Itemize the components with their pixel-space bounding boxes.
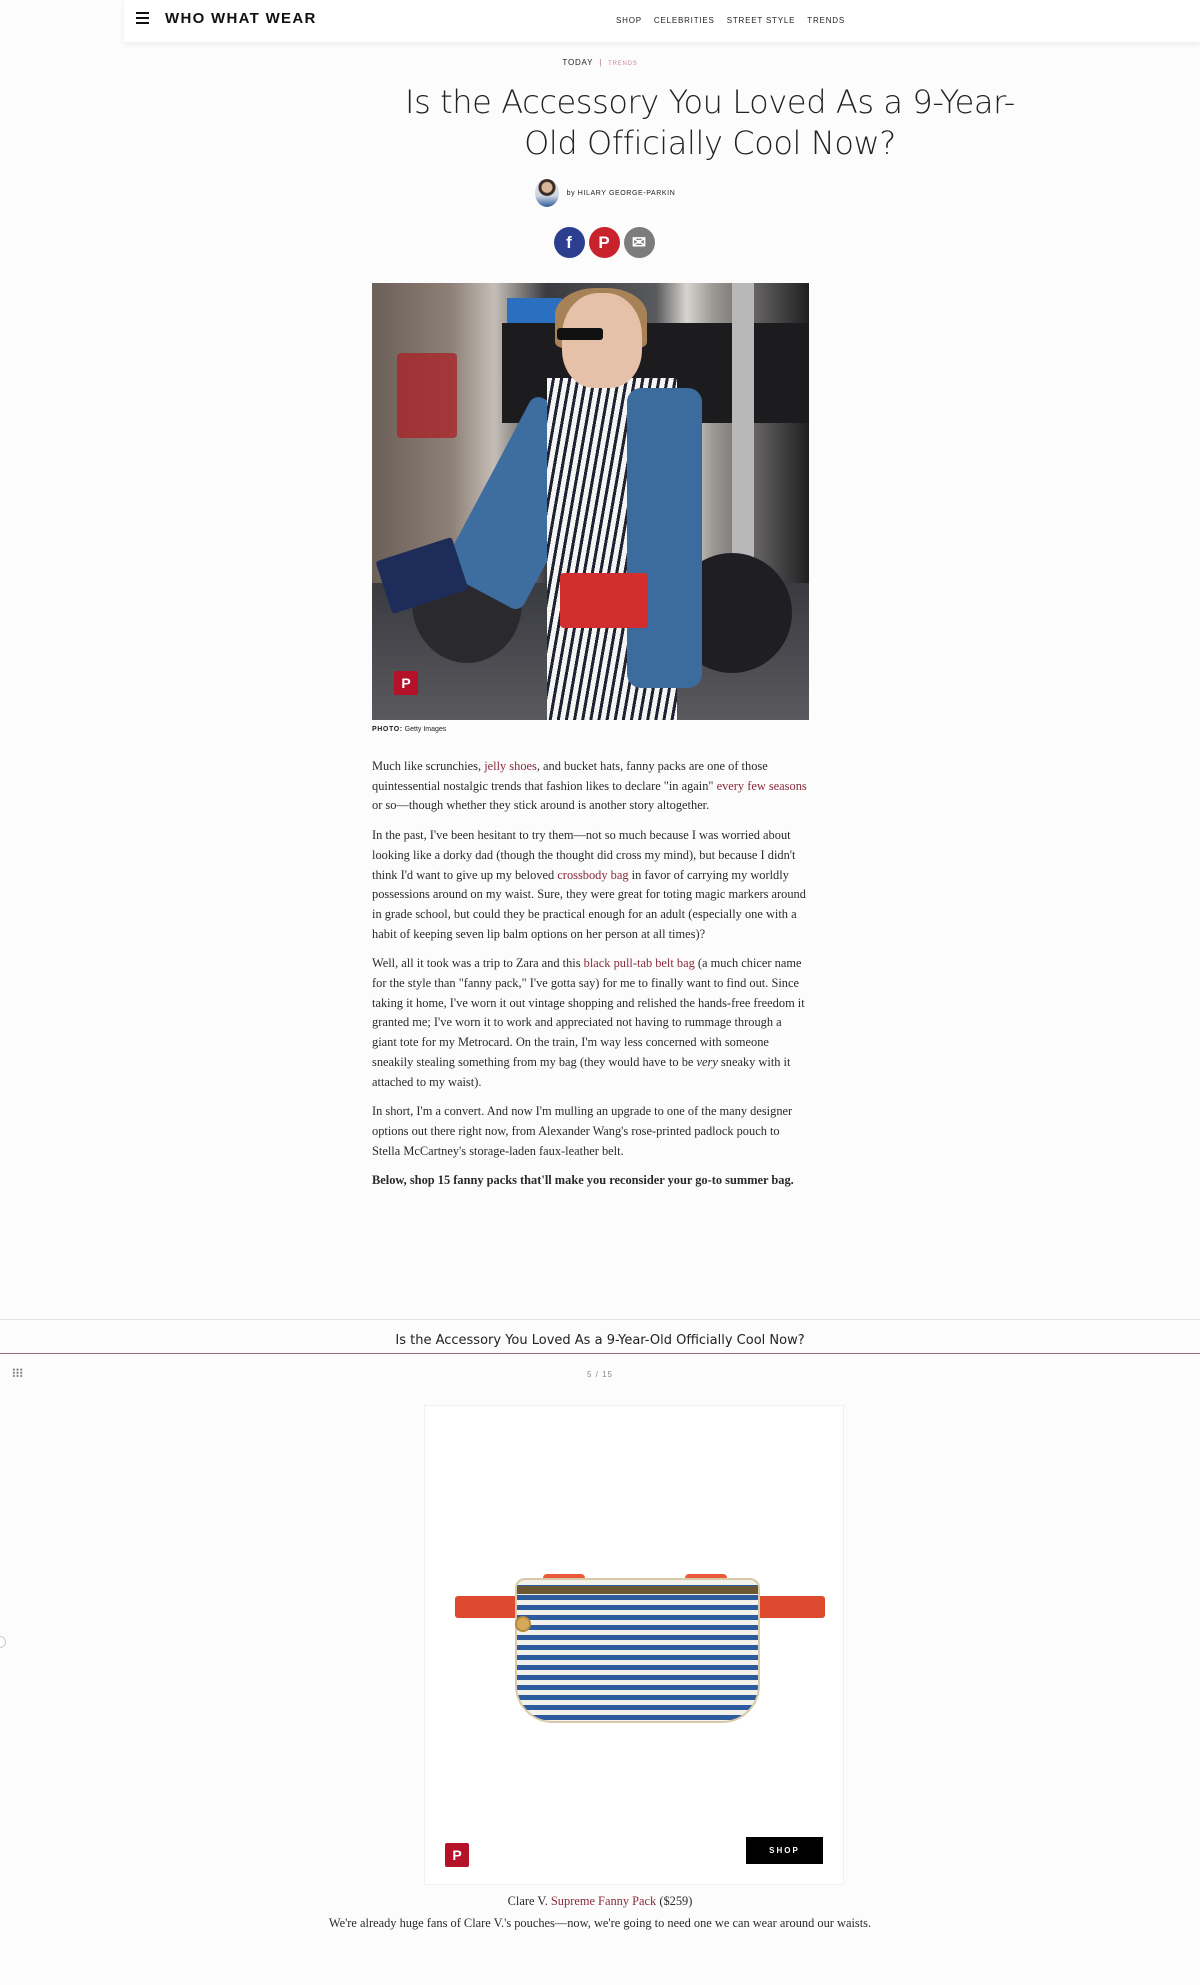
product-brand: Clare V. — [507, 1894, 551, 1908]
section-divider — [0, 1319, 1200, 1320]
link-crossbody-bag[interactable]: crossbody bag — [557, 867, 629, 882]
link-belt-bag[interactable]: black pull-tab belt bag — [583, 956, 695, 971]
author-name[interactable]: HILARY GEORGE-PARKIN — [577, 189, 676, 197]
shop-button[interactable]: SHOP — [746, 1837, 823, 1864]
nav-link-trends[interactable]: TRENDS — [807, 16, 845, 25]
paragraph-1: Much like scrunchies, jelly shoes, and bucket hats, fanny packs are one of those quintessential nostalgic trends that fashion likes to declare "in again" every few seasons or so—though whether they stick around is another story altogether. — [372, 759, 807, 813]
nav-links — [616, 16, 845, 25]
hero-image — [372, 283, 809, 720]
kicker-category[interactable]: TRENDS — [608, 61, 638, 67]
product-price: ($259) — [656, 1894, 693, 1908]
byline — [0, 179, 1200, 207]
product-pin-button[interactable]: P — [445, 1843, 469, 1867]
link-every-few-seasons[interactable]: every few seasons — [716, 778, 807, 793]
article-kicker — [0, 58, 1200, 67]
kicker-separator: | — [599, 58, 603, 67]
menu-icon[interactable] — [136, 12, 149, 25]
facebook-icon[interactable]: f — [554, 227, 585, 258]
photo-credit — [372, 726, 446, 733]
email-icon[interactable]: ✉ — [624, 227, 655, 258]
product-link[interactable]: Supreme Fanny Pack — [550, 1894, 657, 1908]
product-caption — [0, 1894, 1200, 1909]
photo-source: Getty Images — [404, 726, 447, 733]
paragraph-3: Well, all it took was a trip to Zara and this black pull-tab belt bag (a much chicer name for the style than "fanny pack," I've gotta say) for me to finally want to find out. Since taking it home, I've worn it out vintage shopping and relished the hands-free freedom it granted me; I've worn it to work and appreciated not having to rummage through a giant tote for my Metrocard. On the train, I'm way less concerned with someone sneakily stealing something from my bag (they would have to be very sneaky with it attached to my waist). — [372, 956, 805, 1089]
prev-arrow-icon[interactable] — [0, 1636, 6, 1648]
article-title: Is the Accessory You Loved As a 9-Year-Old Officially Cool Now? — [405, 83, 1015, 162]
article-body — [372, 757, 809, 1201]
nav-link-street-style[interactable]: STREET STYLE — [726, 16, 796, 25]
kicker-date: TODAY — [562, 58, 594, 67]
slideshow-rule — [0, 1353, 1200, 1354]
paragraph-5: Below, shop 15 fanny packs that'll make you reconsider your go-to summer bag. — [372, 1173, 794, 1188]
product-card — [424, 1405, 844, 1885]
paragraph-4: In short, I'm a convert. And now I'm mulling an upgrade to one of the many designer options out there right now, from Alexander Wang's rose-printed padlock pouch to Stella McCartney's storage-laden faux-leather belt. — [372, 1104, 793, 1158]
paragraph-2: In the past, I've been hesitant to try them—not so much because I was worried about looking like a dorky dad (though the thought did cross my mind), but because I didn't think I'd want to give up my beloved crossbody bag in favor of carrying my worldly possessions around on my waist. Sure, they were great for toting magic markers around in grade school, but could they be practical enough for an adult (especially one with a habit of keeping seven lip balm options on her person at all times)? — [372, 828, 806, 941]
nav-link-shop[interactable]: SHOP — [616, 16, 642, 25]
link-jelly-shoes[interactable]: jelly shoes — [484, 759, 537, 773]
photo-label: PHOTO: — [372, 726, 403, 733]
slide-counter: 5 / 15 — [586, 1370, 613, 1379]
product-image[interactable] — [455, 1556, 825, 1726]
share-buttons — [0, 227, 1200, 258]
nav-link-celebrities[interactable]: CELEBRITIES — [653, 16, 715, 25]
byline-prefix: by — [566, 189, 576, 197]
slideshow-title: Is the Accessory You Loved As a 9-Year-Old Officially Cool Now? — [395, 1333, 805, 1348]
site-logo[interactable]: WHO WHAT WEAR — [165, 10, 317, 27]
author-avatar — [535, 179, 559, 207]
top-nav — [124, 0, 1200, 42]
hero-pin-button[interactable]: P — [394, 671, 418, 695]
pinterest-icon[interactable]: P — [589, 227, 620, 258]
product-description: We're already huge fans of Clare V.'s pouches—now, we're going to need one we can wear around our waists. — [328, 1916, 872, 1930]
